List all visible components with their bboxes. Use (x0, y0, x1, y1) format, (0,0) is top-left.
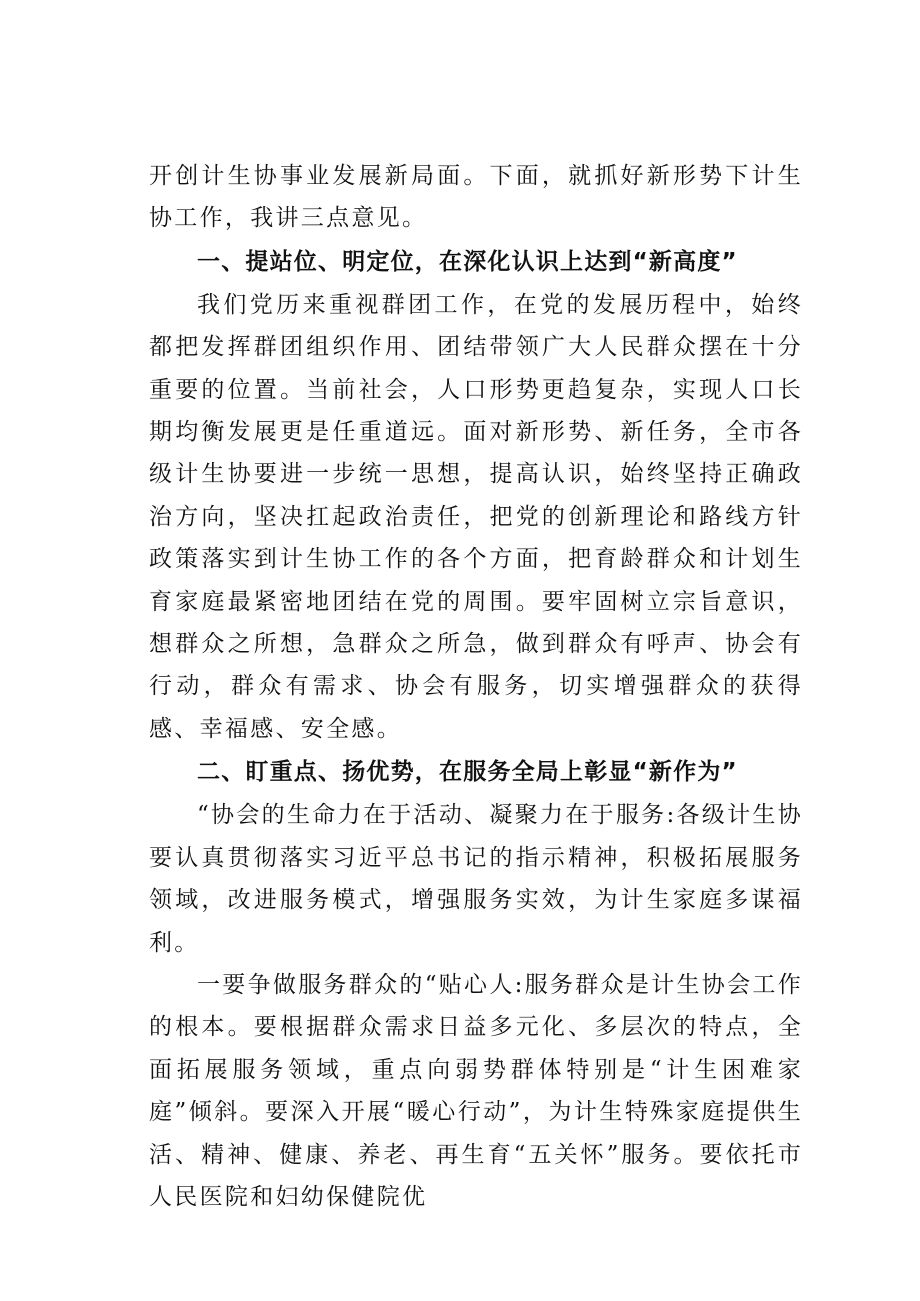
section-1-paragraph: 我们党历来重视群团工作，在党的发展历程中，始终都把发挥群团组织作用、团结带领广大人民群众摆在十分重要的位置。当前社会，人口形势更趋复杂，实现人口长期均衡发展更是任重道远。面对新形势、新任务，全市各级计生协要进一步统一思想，提高认识，始终坚持正确政治方向，坚决扛起政治责任，把党的创新理论和路线方针政策落实到计生协工作的各个方面，把育龄群众和计划生育家庭最紧密地团结在党的周围。要牢固树立宗旨意识，想群众之所想，急群众之所急，做到群众有呼声、协会有行动，群众有需求、协会有服务，切实增强群众的获得感、幸福感、安全感。 (149, 291, 803, 742)
section-heading-1: 一、提站位、明定位，在深化认识上达到“新高度” (197, 248, 738, 275)
document-body (149, 155, 803, 1218)
section-2-paragraph-1: “协会的生命力在于活动、凝聚力在于服务:各级计生协要认真贯彻落实习近平总书记的指示精神，积极拓展服务领域，改进服务模式，增强服务实效，为计生家庭多谋福利。 (149, 802, 804, 956)
section-heading-2: 二、盯重点、扬优势，在服务全局上彰显“新作为” (197, 759, 738, 786)
opening-paragraph: 开创计生协事业发展新局面。下面，就抓好新形势下计生协工作，我讲三点意见。 (149, 163, 803, 232)
section-2-paragraph-2: 一要争做服务群众的“贴心人:服务群众是计生协会工作的根本。要根据群众需求日益多元化、多层次的特点，全面拓展服务领域，重点向弱势群体特别是“计生困难家庭”倾斜。要深入开展“暖心行动”，为计生特殊家庭提供生活、精神、健康、养老、再生育“五关怀”服务。要依托市人民医院和妇幼保健院优 (149, 971, 804, 1210)
